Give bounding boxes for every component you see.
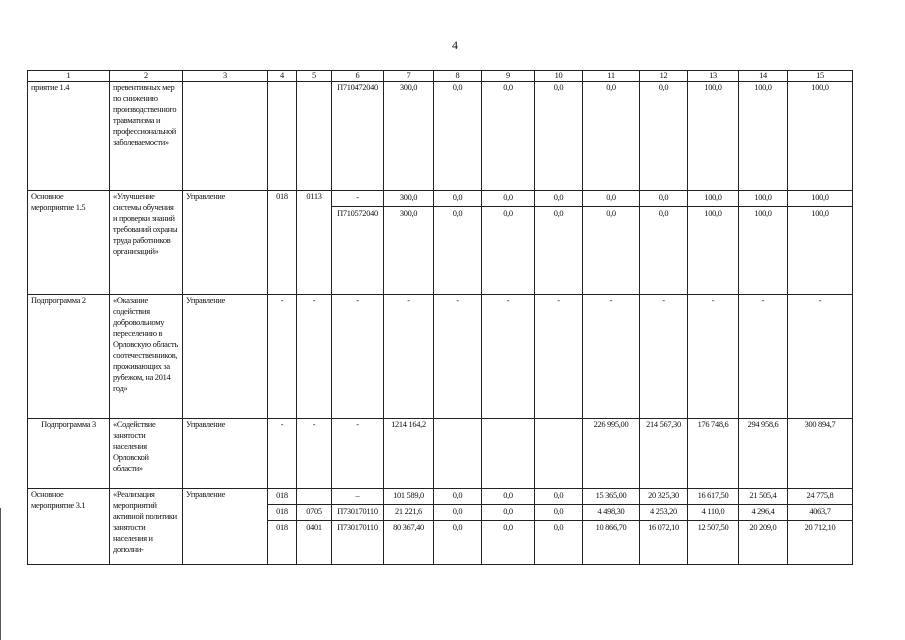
column-number: 13: [688, 71, 739, 82]
value-cell: [384, 489, 434, 565]
target-article: [332, 191, 384, 295]
value-cell: [583, 489, 640, 565]
line-value: 0,0: [535, 520, 582, 536]
executor: Управление: [183, 419, 268, 489]
line-value: 0,0: [503, 491, 513, 500]
line-value: 0,0: [434, 206, 481, 222]
line-value: 0,0: [658, 193, 669, 202]
line-value: 0,0: [452, 491, 463, 500]
table-row: [28, 295, 853, 419]
line-value: 20 712,10: [788, 520, 852, 536]
line-value: П730170110: [332, 504, 383, 520]
dash-cell: -: [640, 295, 688, 419]
line-value: 0,0: [535, 504, 582, 520]
ministry-code: [268, 82, 297, 191]
dash-cell: -: [332, 295, 384, 419]
dash-cell: -: [384, 295, 434, 419]
value-cell: 176 748,6: [688, 419, 739, 489]
line-value: 80 367,40: [384, 520, 433, 536]
column-number: 4: [268, 71, 297, 82]
line-value: 0705: [297, 504, 331, 520]
activity-name: Подпрограмма 3: [28, 419, 110, 489]
activity-description: «Содействие занятости населения Орловской области»: [110, 419, 183, 489]
line-value: 16 072,10: [640, 520, 687, 536]
dash-cell: -: [434, 295, 482, 419]
line-value: 15 365,00: [595, 491, 627, 500]
line-value: 4 498,30: [583, 504, 639, 520]
line-value: 21 221,6: [384, 504, 433, 520]
line-value: П730170110: [332, 520, 383, 536]
dash-cell: -: [535, 295, 583, 419]
column-number: 11: [583, 71, 640, 82]
executor: Управление: [183, 489, 268, 565]
line-value: –: [355, 491, 360, 500]
dash-cell: -: [739, 295, 788, 419]
line-value: [297, 489, 331, 504]
target-article: П710472040: [332, 82, 384, 191]
line-value: -: [356, 193, 359, 202]
column-number: 5: [297, 71, 332, 82]
value-cell: 100,0: [788, 82, 853, 191]
column-number: 2: [110, 71, 183, 82]
activity-name: Основное мероприятие 3.1: [28, 489, 110, 565]
line-value: 4 110,0: [688, 504, 738, 520]
line-value: 4 296,4: [739, 504, 787, 520]
value-cell: 294 958,6: [739, 419, 788, 489]
line-value: 018: [268, 504, 296, 520]
dash-cell: -: [297, 295, 332, 419]
table-row: [28, 419, 853, 489]
value-cell: [535, 191, 583, 295]
activity-name: Основное мероприятие 1.5: [28, 191, 110, 295]
column-number: 15: [788, 71, 853, 82]
line-value: 100,0: [704, 193, 722, 202]
value-cell: [384, 191, 434, 295]
line-value: 100,0: [739, 206, 787, 222]
value-cell: [788, 191, 853, 295]
line-value: 0,0: [503, 193, 513, 202]
line-value: 0,0: [606, 193, 616, 202]
ministry-code: [268, 489, 297, 565]
activity-name: приятие 1.4: [28, 82, 110, 191]
value-cell: 300,0: [384, 82, 434, 191]
value-cell: [640, 191, 688, 295]
value-cell: 0,0: [434, 82, 482, 191]
line-value: 24 775,8: [806, 491, 834, 500]
line-value: 0,0: [553, 193, 564, 202]
line-value: 0,0: [583, 206, 639, 222]
value-cell: [535, 419, 583, 489]
column-number: 10: [535, 71, 583, 82]
column-number: 3: [183, 71, 268, 82]
ministry-code: 018: [268, 191, 297, 295]
value-cell: 100,0: [688, 82, 739, 191]
column-number-row: [28, 71, 853, 82]
column-number: 9: [482, 71, 535, 82]
line-value: 0,0: [553, 491, 564, 500]
section-code: 0113: [297, 191, 332, 295]
column-number: 6: [332, 71, 384, 82]
line-value: 0,0: [482, 206, 534, 222]
line-value: 100,0: [754, 193, 772, 202]
line-value: 100,0: [688, 206, 738, 222]
value-cell: [482, 419, 535, 489]
activity-description: «Реализация мероприятий активной политики занятости населения и дополни-: [110, 489, 183, 565]
line-value: 12 507,50: [688, 520, 738, 536]
line-value: 4 253,20: [640, 504, 687, 520]
line-value: 018: [268, 520, 296, 536]
executor: [183, 82, 268, 191]
value-cell: [688, 489, 739, 565]
value-cell: 214 567,30: [640, 419, 688, 489]
target-article: -: [332, 419, 384, 489]
value-cell: [434, 489, 482, 565]
line-value: 100,0: [811, 193, 829, 202]
line-value: 20 209,0: [739, 520, 787, 536]
line-value: 21 505,4: [749, 491, 777, 500]
line-value: 16 617,50: [697, 491, 729, 500]
activity-name: Подпрограмма 2: [28, 295, 110, 419]
line-value: 0,0: [452, 193, 463, 202]
line-value: 10 866,70: [583, 520, 639, 536]
value-cell: 100,0: [739, 82, 788, 191]
value-cell: [583, 191, 640, 295]
section-code: -: [297, 419, 332, 489]
page-number: 4: [452, 38, 458, 52]
column-number: 12: [640, 71, 688, 82]
column-number: 7: [384, 71, 434, 82]
dash-cell: -: [583, 295, 640, 419]
line-value: 0,0: [434, 520, 481, 536]
ministry-code: -: [268, 419, 297, 489]
line-value: 4063,7: [788, 504, 852, 520]
value-cell: [739, 489, 788, 565]
value-cell: 0,0: [583, 82, 640, 191]
line-value: 101 589,0: [393, 491, 424, 500]
dash-cell: -: [688, 295, 739, 419]
value-cell: 300 894,7: [788, 419, 853, 489]
line-value: П710572040: [332, 206, 383, 222]
line-value: 0,0: [482, 504, 534, 520]
line-value: 300,0: [399, 193, 418, 202]
column-number: 14: [739, 71, 788, 82]
value-cell: [482, 489, 535, 565]
executor: Управление: [183, 295, 268, 419]
line-value: 0,0: [482, 520, 534, 536]
value-cell: [535, 489, 583, 565]
executor: Управление: [183, 191, 268, 295]
dash-cell: -: [482, 295, 535, 419]
program-funding-table: [27, 70, 853, 565]
table-row: [28, 82, 853, 191]
value-cell: 0,0: [482, 82, 535, 191]
section-code: [297, 82, 332, 191]
value-cell: 0,0: [535, 82, 583, 191]
line-value: 0,0: [535, 206, 582, 222]
value-cell: [482, 191, 535, 295]
column-number: 1: [28, 71, 110, 82]
line-value: 0,0: [640, 206, 687, 222]
activity-description: «Улучшение системы обучения и проверки знаний требований охраны труда работников организаций»: [110, 191, 183, 295]
line-value: 100,0: [788, 206, 852, 222]
value-cell: [434, 419, 482, 489]
activity-description: «Оказание содействия добровольному переселению в Орловскую область соотечественников, проживающих за рубежом, на 2014 год»: [110, 295, 183, 419]
target-article: [332, 489, 384, 565]
value-cell: [640, 489, 688, 565]
line-value: 0401: [297, 520, 331, 536]
value-cell: 226 995,00: [583, 419, 640, 489]
line-value: 018: [276, 491, 288, 500]
column-number: 8: [434, 71, 482, 82]
table-row: [28, 191, 853, 295]
activity-description: превентивных мер по снижению производственного травматизма и профессиональной заболеваемости»: [110, 82, 183, 191]
dash-cell: -: [268, 295, 297, 419]
value-cell: [688, 191, 739, 295]
section-code: [297, 489, 332, 565]
value-cell: [739, 191, 788, 295]
value-cell: 0,0: [640, 82, 688, 191]
dash-cell: -: [788, 295, 853, 419]
table-row: [28, 489, 853, 565]
value-cell: 1214 164,2: [384, 419, 434, 489]
page-edge-line: [0, 508, 1, 640]
value-cell: [434, 191, 482, 295]
line-value: 300,0: [384, 206, 433, 222]
line-value: 0,0: [434, 504, 481, 520]
line-value: 20 325,30: [648, 491, 679, 500]
value-cell: [788, 489, 853, 565]
